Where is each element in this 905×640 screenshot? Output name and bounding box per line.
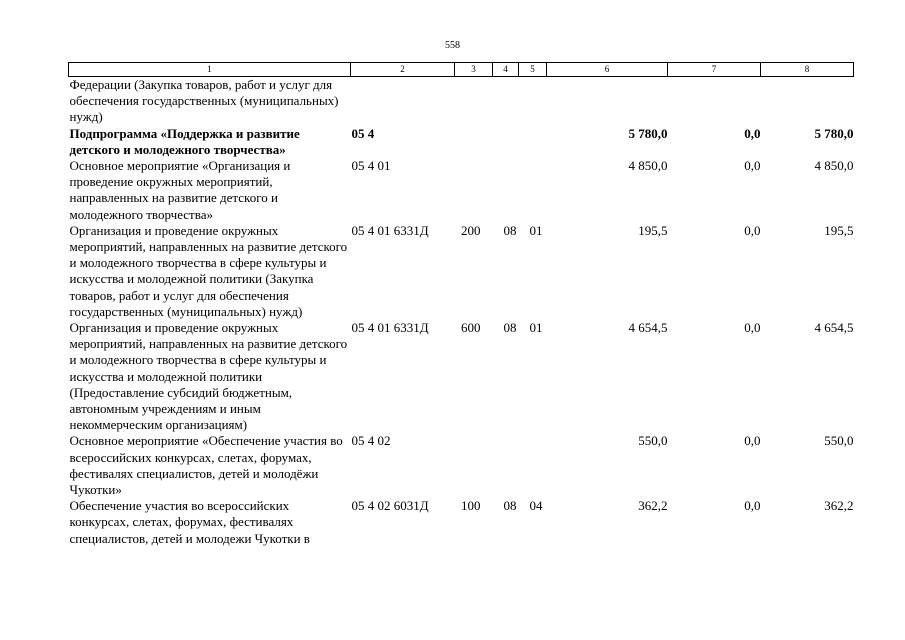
header-cell: 1 [69, 63, 351, 77]
row-name: Основное мероприятие «Обеспечение участия во всероссийских конкурсах, слетах, форумах, фестивалях специалистов, детей и молодёжи Чукотки» [69, 433, 343, 498]
table-row [69, 498, 854, 547]
row-name: Организация и проведение окружных мероприятий, направленных на развитие детского и молодежного творчества в сфере культуры и искусства и молодежной политики (Предоставление субсидий бюджетным, автономным учреждениям и иным некоммерческим организациям) [69, 320, 348, 433]
row-amount-col6: 4 850,0 [628, 158, 668, 174]
row-subsection: 04 [529, 498, 543, 514]
row-amount-col7: 0,0 [744, 158, 761, 174]
row-name: Организация и проведение окружных мероприятий, направленных на развитие детского и молодежного творчества в сфере культуры и искусства и молодежной политики (Закупка товаров, работ и услуг для обеспечения государственных (муниципальных) нужд) [69, 222, 348, 319]
row-amount-col7 [668, 77, 761, 126]
row-amount-col6: 362,2 [638, 498, 668, 514]
header-cell: 4 [493, 63, 519, 77]
row-expense-type [455, 126, 493, 158]
row-amount-col8: 362,2 [824, 498, 854, 514]
row-amount-col6: 4 654,5 [628, 320, 668, 336]
row-expense-type [455, 158, 493, 223]
row-name: Подпрограмма «Поддержка и развитие детского и молодежного творчества» [69, 125, 300, 157]
row-expense-type: 100 [461, 498, 481, 514]
row-amount-col7: 0,0 [744, 433, 761, 449]
row-classification-code [351, 77, 455, 126]
row-amount-col7: 0,0 [744, 320, 761, 336]
table-row [69, 126, 854, 158]
row-amount-col6 [547, 77, 668, 126]
row-section: 08 [503, 498, 517, 514]
column-number-header [69, 63, 854, 77]
row-expense-type [455, 433, 493, 498]
row-classification-code: 05 4 02 [351, 433, 391, 449]
row-section [493, 126, 519, 158]
row-subsection: 01 [529, 320, 543, 336]
row-amount-col8: 550,0 [824, 433, 854, 449]
row-subsection [519, 126, 547, 158]
header-cell: 7 [668, 63, 761, 77]
row-section: 08 [503, 222, 517, 238]
page-number: 558 [445, 40, 460, 51]
header-cell: 5 [519, 63, 547, 77]
row-classification-code: 05 4 01 6331Д [351, 222, 429, 238]
row-amount-col6: 195,5 [638, 222, 668, 238]
row-amount-col7: 0,0 [744, 125, 761, 141]
header-cell: 3 [455, 63, 493, 77]
row-name: Основное мероприятие «Организация и проведение окружных мероприятий, направленных на развитие детского и молодежного творчества» [69, 158, 291, 222]
row-amount-col7: 0,0 [744, 222, 761, 238]
table-row [69, 433, 854, 498]
row-amount-col7: 0,0 [744, 498, 761, 514]
row-amount-col8: 195,5 [824, 222, 854, 238]
row-classification-code: 05 4 01 6331Д [351, 320, 429, 336]
table-row [69, 223, 854, 320]
row-name: Обеспечение участия во всероссийских конкурсах, слетах, форумах, фестивалях специалистов, детей и молодежи Чукотки в [69, 498, 310, 546]
row-amount-col8: 5 780,0 [814, 125, 854, 141]
row-classification-code: 05 4 [351, 125, 375, 141]
row-subsection [519, 433, 547, 498]
row-section [493, 433, 519, 498]
header-cell: 2 [351, 63, 455, 77]
row-amount-col8: 4 850,0 [814, 158, 854, 174]
row-section [493, 77, 519, 126]
table-row [69, 77, 854, 126]
row-classification-code: 05 4 01 [351, 158, 391, 174]
header-cell: 8 [761, 63, 854, 77]
table-row [69, 158, 854, 223]
row-amount-col8: 4 654,5 [814, 320, 854, 336]
row-section: 08 [503, 320, 517, 336]
row-expense-type: 200 [461, 222, 481, 238]
row-subsection: 01 [529, 222, 543, 238]
header-cell: 6 [547, 63, 668, 77]
row-expense-type: 600 [461, 320, 481, 336]
row-amount-col8 [761, 77, 854, 126]
budget-table [68, 62, 854, 547]
row-name: Федерации (Закупка товаров, работ и услуг для обеспечения государственных (муниципальных) нужд) [69, 77, 339, 125]
row-expense-type [455, 77, 493, 126]
row-amount-col6: 550,0 [638, 433, 668, 449]
row-amount-col6: 5 780,0 [628, 125, 668, 141]
table-row [69, 320, 854, 433]
row-subsection [519, 158, 547, 223]
row-section [493, 158, 519, 223]
row-subsection [519, 77, 547, 126]
row-classification-code: 05 4 02 6031Д [351, 498, 429, 514]
